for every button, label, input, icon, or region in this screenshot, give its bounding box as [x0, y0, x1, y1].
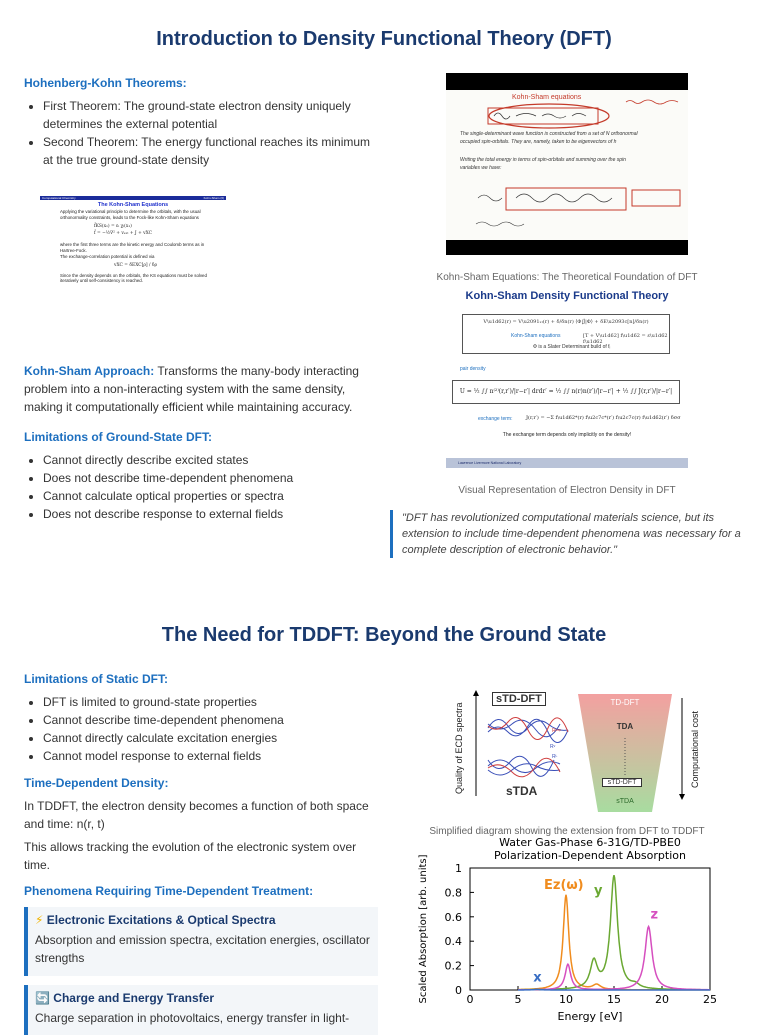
right-axis-label: Computational cost: [690, 710, 700, 788]
card-title: Electronic Excitations & Optical Spectra: [46, 913, 276, 927]
td-paragraph: In TDDFT, the electron density becomes a function of both space and time: n(r, t): [24, 799, 369, 831]
r-exp-label: Rᵉˣᵖ: [552, 728, 561, 734]
slide-bullet: Since the density depends on the orbitals, the KS equations must be solved iteratively until self-consistency is reached.: [60, 272, 207, 284]
page-title: Introduction to Density Functional Theory (DFT): [156, 28, 612, 50]
slide-equation: f̂ = −½∇² + vₑₓₜ + J + vXC: [94, 230, 153, 236]
list-item: • Cannot calculate optical properties or spectra: [43, 487, 374, 505]
slide-equation: [T + V\u1d62] f\u1d62 = ε\u1d62 f\u1d62: [583, 333, 668, 345]
kohn-sham-slide-image: [40, 196, 226, 326]
slide-title: Kohn-Sham Density Functional Theory: [465, 290, 669, 302]
x-tick-label: 0: [466, 993, 474, 1006]
series-line: [518, 927, 710, 990]
slide-note: The exchange term depends only implicitly on the density!: [502, 432, 632, 438]
y-tick-label: 0: [455, 984, 462, 997]
series-line: [518, 989, 710, 990]
x-tick-label: 15: [607, 993, 621, 1006]
card-body: Charge separation in photovoltaics, energy transfer in light-: [35, 1011, 350, 1025]
hk-heading: Hohenberg-Kohn Theorems:: [24, 76, 187, 90]
slide-equation: U = ½ ∫∫ n⁽²⁾(r,r′)/|r−r′| drdr′ = ½ ∫∫ n(r)n(r′)/|r−r′| + ½ ∫∫ J(r,r′)/|r−r′|: [452, 380, 680, 404]
refresh-icon: 🔄: [35, 991, 50, 1005]
x-axis-label: Energy [eV]: [557, 1010, 623, 1023]
slide-header-left: Computational Chemistry: [42, 196, 76, 200]
series-line: [518, 895, 710, 990]
static-list: [24, 693, 374, 765]
lim-list: [24, 451, 374, 523]
y-tick-label: 1: [455, 862, 462, 875]
static-dft-section: [24, 672, 374, 898]
phenomenon-card: [24, 985, 378, 1035]
y-tick-label: 0.2: [444, 959, 462, 973]
y-axis-label: Scaled Absorption [arb. units]: [418, 854, 429, 1004]
chart-subtitle: Polarization-Dependent Absorption: [494, 849, 686, 862]
slide-exchange-label: exchange term:: [478, 416, 513, 422]
whiteboard-text: occupied spin-orbitals. They are, namely, taken to be eigenvectors of h: [460, 139, 617, 145]
phenomenon-card: [24, 907, 378, 976]
method-diagram: [454, 688, 700, 818]
card-title: Charge and Energy Transfer: [53, 991, 215, 1005]
ks-section: [24, 362, 374, 416]
static-heading: Limitations of Static DFT:: [24, 672, 168, 686]
td-paragraph: This allows tracking the evolution of the electronic system over time.: [24, 840, 357, 872]
ks-text: Transforms the many-body interacting problem into a non-interacting system with the same density, making it computationally efficient while maintaining accuracy.: [24, 364, 359, 414]
series-label: y: [594, 883, 603, 899]
absorption-chart: [410, 836, 722, 1024]
td-heading: Time-Dependent Density:: [24, 776, 169, 790]
funnel-label: TDA: [616, 722, 634, 731]
funnel-label: sTD-DFT: [602, 778, 642, 787]
slide-equation: vXC = δEXC[ρ] / δρ: [114, 263, 158, 269]
series-label: z: [650, 907, 659, 923]
whiteboard-text: Writing the total energy in terms of spin-orbitals and summing over the spin: [460, 157, 626, 163]
series-label: Ez(ω): [544, 877, 584, 893]
chart-title: Water Gas-Phase 6-31G/TD-PBE0: [499, 836, 681, 849]
list-item: • DFT is limited to ground-state properties: [43, 693, 374, 711]
y-tick-label: 0.8: [444, 886, 462, 900]
slide-header-right: Kohn-Sham (6): [203, 196, 224, 200]
slide-footer: Lawrence Livermore National Laboratory: [446, 458, 688, 468]
list-item: • Cannot model response to external fields: [43, 747, 374, 765]
r-l-label: Rᴸ: [552, 754, 558, 760]
method-label: sTDA: [506, 784, 538, 798]
dft-quote: "DFT has revolutionized computational materials science, but its extension to include time-dependent phenomena was necessary for a complete description of electronic behavior.": [390, 510, 752, 558]
list-item: • Cannot describe time-dependent phenomena: [43, 711, 374, 729]
slide-title: The Kohn-Sham Equations: [97, 202, 169, 208]
whiteboard-image: [446, 73, 688, 255]
whiteboard-text: variables we have:: [460, 165, 502, 171]
list-item: • First Theorem: The ground-state electron density uniquely determines the external potential: [43, 97, 374, 133]
slide-box-label: Kohn-Sham equations: [511, 333, 561, 339]
x-tick-label: 20: [655, 993, 669, 1006]
slide-equation: V\u1d62(r) = V\u2091ₓₜ(r) + δ/δn(r) ⟨Φ|Ĵ|Φ⟩ + δE\u2093c[n]/δn(r): [483, 319, 649, 325]
lightning-icon: ⚡: [35, 913, 44, 927]
y-tick-label: 0.6: [444, 910, 462, 924]
slide-text: where the first three terms are the kinetic energy and Coulomb terms as in Hartree-Fock.: [60, 242, 205, 253]
r-v-label: Rᵛ: [550, 744, 556, 750]
slide-pair-density: pair density: [460, 366, 486, 372]
x-tick-label: 25: [703, 993, 717, 1006]
x-tick-label: 10: [559, 993, 573, 1006]
y-axis-label: Quality of ECD spectra: [454, 702, 464, 794]
slide-bullet: Applying the variational principle to determine the orbitals, with the usual orthonormality constraints, leads to the Fock-like Kohn-Sham equations: [60, 209, 201, 220]
card-body: Absorption and emission spectra, excitation energies, oscillator strengths: [35, 933, 370, 965]
method-label: sTD-DFT: [492, 692, 546, 706]
list-item: • Does not describe time-dependent phenomena: [43, 469, 374, 487]
ks-heading: Kohn-Sham Approach:: [24, 364, 155, 378]
whiteboard-title: Kohn-Sham equations: [512, 94, 582, 101]
slide-text: The exchange-correlation potential is defined via: [60, 253, 155, 259]
lim-heading: Limitations of Ground-State DFT:: [24, 430, 212, 444]
funnel-label: TD-DFT: [610, 698, 640, 707]
hk-section: [24, 76, 374, 169]
list-item: • Second Theorem: The energy functional reaches its minimum at the true ground-state density: [43, 133, 374, 169]
whiteboard-text: The single-determinant wave function is constructed from a set of N orthonormal: [460, 131, 638, 137]
slide-equation: J(r,r′) = −Σ f\u1d62*(r) f\u2c7c*(r′) f\u2c7c(r) f\u1d62(r′) δσσ: [526, 415, 681, 421]
section-title: The Need for TDDFT: Beyond the Ground State: [161, 624, 607, 646]
y-tick-label: 0.4: [444, 935, 462, 949]
series-label: x: [533, 970, 542, 986]
ks-paragraph: [24, 362, 374, 416]
figure-caption: Kohn-Sham Equations: The Theoretical Foundation of DFT: [436, 272, 698, 283]
list-item: • Cannot directly calculate excitation energies: [43, 729, 374, 747]
figure-caption: Visual Representation of Electron Density in DFT: [458, 485, 676, 496]
funnel-label: sTDA: [616, 798, 634, 805]
list-item: • Cannot directly describe excited states: [43, 451, 374, 469]
phenomena-heading: Phenomena Requiring Time-Dependent Treatment:: [24, 884, 314, 898]
ground-state-limitations: [24, 430, 374, 523]
slide-slater-text: Φ is a Slater Determinant build of fᵢ: [533, 344, 611, 350]
x-tick-label: 5: [514, 993, 522, 1006]
list-item: • Does not describe response to external fields: [43, 505, 374, 523]
kohn-sham-dft-slide-image: [446, 286, 688, 468]
figure-caption: Simplified diagram showing the extension from DFT to TDDFT: [429, 826, 705, 837]
hk-list: [24, 97, 374, 169]
slide-equation: f̂KS(x₁) = εᵢ χᵢ(x₁): [94, 224, 132, 230]
